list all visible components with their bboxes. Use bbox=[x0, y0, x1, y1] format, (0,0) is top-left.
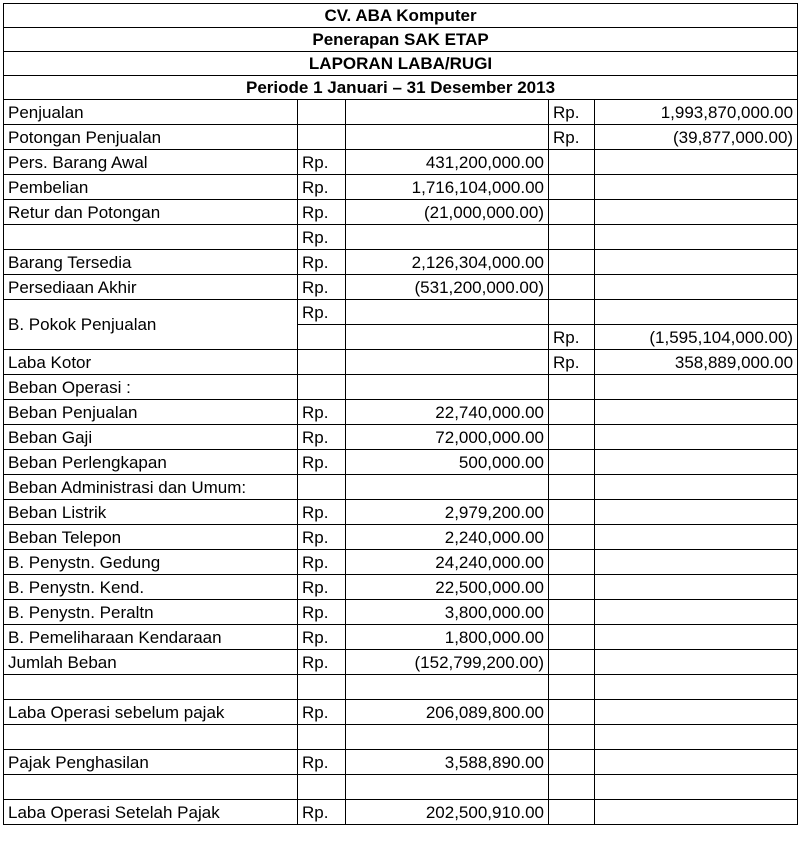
empty-cell bbox=[4, 725, 298, 750]
row-label: Penjualan bbox=[4, 100, 298, 125]
amount-value: (531,200,000.00) bbox=[346, 275, 549, 300]
row-label: Beban Gaji bbox=[4, 425, 298, 450]
table-row bbox=[4, 575, 798, 600]
row-label: Laba Kotor bbox=[4, 350, 298, 375]
empty-cell bbox=[549, 500, 595, 525]
total-value: (1,595,104,000.00) bbox=[595, 325, 798, 350]
row-label: Laba Operasi sebelum pajak bbox=[4, 700, 298, 725]
table-row bbox=[4, 650, 798, 675]
amount-value: 22,740,000.00 bbox=[346, 400, 549, 425]
currency-label: Rp. bbox=[298, 550, 346, 575]
empty-cell bbox=[346, 675, 549, 700]
empty-cell bbox=[549, 425, 595, 450]
row-label: Pembelian bbox=[4, 175, 298, 200]
empty-cell bbox=[595, 675, 798, 700]
currency-label: Rp. bbox=[298, 225, 346, 250]
currency-label: Rp. bbox=[298, 450, 346, 475]
empty-cell bbox=[298, 775, 346, 800]
currency-label bbox=[298, 350, 346, 375]
empty-cell bbox=[595, 625, 798, 650]
empty-cell bbox=[549, 475, 595, 500]
total-value bbox=[595, 150, 798, 175]
empty-cell bbox=[4, 675, 298, 700]
currency-label: Rp. bbox=[549, 125, 595, 150]
currency-label: Rp. bbox=[298, 750, 346, 775]
currency-label: Rp. bbox=[549, 325, 595, 350]
table-row bbox=[4, 100, 798, 125]
total-value: 358,889,000.00 bbox=[595, 350, 798, 375]
amount-value: 206,089,800.00 bbox=[346, 700, 549, 725]
currency-label: Rp. bbox=[549, 350, 595, 375]
currency-label: Rp. bbox=[298, 600, 346, 625]
currency-label: Rp. bbox=[298, 400, 346, 425]
row-label: B. Pemeliharaan Kendaraan bbox=[4, 625, 298, 650]
table-row bbox=[4, 225, 798, 250]
empty-cell bbox=[346, 300, 549, 325]
section-heading: Beban Operasi : bbox=[4, 375, 298, 400]
amount-value bbox=[346, 100, 549, 125]
amount-value: 500,000.00 bbox=[346, 450, 549, 475]
table-row bbox=[4, 275, 798, 300]
amount-value: (152,799,200.00) bbox=[346, 650, 549, 675]
empty-cell bbox=[549, 650, 595, 675]
row-label: B. Pokok Penjualan bbox=[4, 300, 298, 350]
empty-cell bbox=[346, 325, 549, 350]
empty-cell bbox=[549, 450, 595, 475]
table-row bbox=[4, 675, 798, 700]
total-value bbox=[595, 250, 798, 275]
currency-label: Rp. bbox=[298, 425, 346, 450]
amount-value: 24,240,000.00 bbox=[346, 550, 549, 575]
empty-cell bbox=[549, 750, 595, 775]
row-label: B. Penystn. Gedung bbox=[4, 550, 298, 575]
currency-label: Rp. bbox=[298, 650, 346, 675]
empty-cell bbox=[595, 650, 798, 675]
table-row bbox=[4, 300, 798, 325]
empty-cell bbox=[595, 475, 798, 500]
amount-value: 431,200,000.00 bbox=[346, 150, 549, 175]
row-label: Barang Tersedia bbox=[4, 250, 298, 275]
table-row bbox=[4, 700, 798, 725]
empty-cell bbox=[595, 600, 798, 625]
row-label: Laba Operasi Setelah Pajak bbox=[4, 800, 298, 825]
empty-cell bbox=[549, 625, 595, 650]
row-label bbox=[4, 225, 298, 250]
empty-cell bbox=[595, 550, 798, 575]
empty-cell bbox=[549, 300, 595, 325]
income-statement-table bbox=[3, 3, 798, 825]
table-row bbox=[4, 250, 798, 275]
empty-cell bbox=[595, 775, 798, 800]
amount-value: 2,240,000.00 bbox=[346, 525, 549, 550]
currency-label: Rp. bbox=[298, 625, 346, 650]
empty-cell bbox=[346, 375, 549, 400]
empty-cell bbox=[595, 450, 798, 475]
empty-cell bbox=[549, 775, 595, 800]
row-label: Pajak Penghasilan bbox=[4, 750, 298, 775]
empty-cell bbox=[298, 725, 346, 750]
table-row bbox=[4, 400, 798, 425]
empty-cell bbox=[549, 800, 595, 825]
table-row bbox=[4, 475, 798, 500]
currency-label bbox=[549, 275, 595, 300]
table-row bbox=[4, 750, 798, 775]
empty-cell bbox=[595, 375, 798, 400]
empty-cell bbox=[298, 325, 346, 350]
total-value bbox=[595, 275, 798, 300]
amount-value: 2,126,304,000.00 bbox=[346, 250, 549, 275]
empty-cell bbox=[549, 375, 595, 400]
table-row bbox=[4, 725, 798, 750]
empty-cell bbox=[595, 400, 798, 425]
standard-title: Penerapan SAK ETAP bbox=[4, 28, 798, 52]
currency-label bbox=[549, 150, 595, 175]
table-row bbox=[4, 200, 798, 225]
currency-label: Rp. bbox=[298, 200, 346, 225]
table-row bbox=[4, 525, 798, 550]
table-row bbox=[4, 775, 798, 800]
section-heading: Beban Administrasi dan Umum: bbox=[4, 475, 298, 500]
currency-label: Rp. bbox=[298, 700, 346, 725]
currency-label bbox=[549, 200, 595, 225]
amount-value: 2,979,200.00 bbox=[346, 500, 549, 525]
empty-cell bbox=[595, 575, 798, 600]
amount-value: (21,000,000.00) bbox=[346, 200, 549, 225]
currency-label: Rp. bbox=[298, 500, 346, 525]
table-row bbox=[4, 375, 798, 400]
empty-cell bbox=[346, 775, 549, 800]
currency-label: Rp. bbox=[298, 175, 346, 200]
empty-cell bbox=[595, 700, 798, 725]
currency-label bbox=[549, 175, 595, 200]
table-row bbox=[4, 350, 798, 375]
empty-cell bbox=[595, 425, 798, 450]
empty-cell bbox=[549, 550, 595, 575]
table-row bbox=[4, 125, 798, 150]
table-row bbox=[4, 450, 798, 475]
amount-value bbox=[346, 225, 549, 250]
table-row bbox=[4, 175, 798, 200]
amount-value: 3,800,000.00 bbox=[346, 600, 549, 625]
company-name: CV. ABA Komputer bbox=[4, 4, 798, 28]
empty-cell bbox=[595, 300, 798, 325]
currency-label: Rp. bbox=[298, 575, 346, 600]
currency-label: Rp. bbox=[298, 250, 346, 275]
empty-cell bbox=[595, 725, 798, 750]
currency-label: Rp. bbox=[298, 275, 346, 300]
empty-cell bbox=[595, 500, 798, 525]
row-label: Persediaan Akhir bbox=[4, 275, 298, 300]
empty-cell bbox=[549, 575, 595, 600]
currency-label bbox=[298, 125, 346, 150]
total-value bbox=[595, 225, 798, 250]
table-row bbox=[4, 500, 798, 525]
row-label: Beban Penjualan bbox=[4, 400, 298, 425]
report-title: LAPORAN LABA/RUGI bbox=[4, 52, 798, 76]
empty-cell bbox=[298, 375, 346, 400]
currency-label: Rp. bbox=[298, 800, 346, 825]
empty-cell bbox=[549, 600, 595, 625]
table-row bbox=[4, 800, 798, 825]
empty-cell bbox=[549, 725, 595, 750]
currency-label bbox=[549, 225, 595, 250]
row-label: Retur dan Potongan bbox=[4, 200, 298, 225]
empty-cell bbox=[595, 800, 798, 825]
amount-value: 1,716,104,000.00 bbox=[346, 175, 549, 200]
total-value: (39,877,000.00) bbox=[595, 125, 798, 150]
currency-label: Rp. bbox=[549, 100, 595, 125]
currency-label: Rp. bbox=[298, 525, 346, 550]
empty-cell bbox=[595, 525, 798, 550]
table-row bbox=[4, 425, 798, 450]
empty-cell bbox=[346, 725, 549, 750]
empty-cell bbox=[298, 475, 346, 500]
table-row bbox=[4, 550, 798, 575]
row-label: Jumlah Beban bbox=[4, 650, 298, 675]
amount-value: 1,800,000.00 bbox=[346, 625, 549, 650]
empty-cell bbox=[549, 675, 595, 700]
total-value: 1,993,870,000.00 bbox=[595, 100, 798, 125]
report-period: Periode 1 Januari – 31 Desember 2013 bbox=[4, 76, 798, 100]
table-row bbox=[4, 600, 798, 625]
currency-label bbox=[549, 250, 595, 275]
row-label: Beban Perlengkapan bbox=[4, 450, 298, 475]
empty-cell bbox=[549, 525, 595, 550]
empty-cell bbox=[4, 775, 298, 800]
amount-value bbox=[346, 125, 549, 150]
empty-cell bbox=[595, 750, 798, 775]
amount-value bbox=[346, 350, 549, 375]
currency-label: Rp. bbox=[298, 150, 346, 175]
table-row bbox=[4, 625, 798, 650]
amount-value: 72,000,000.00 bbox=[346, 425, 549, 450]
amount-value: 22,500,000.00 bbox=[346, 575, 549, 600]
total-value bbox=[595, 200, 798, 225]
row-label: Beban Telepon bbox=[4, 525, 298, 550]
row-label: Potongan Penjualan bbox=[4, 125, 298, 150]
empty-cell bbox=[549, 400, 595, 425]
total-value bbox=[595, 175, 798, 200]
empty-cell bbox=[346, 475, 549, 500]
empty-cell bbox=[298, 675, 346, 700]
empty-cell bbox=[549, 700, 595, 725]
table-row bbox=[4, 150, 798, 175]
row-label: B. Penystn. Kend. bbox=[4, 575, 298, 600]
currency-label: Rp. bbox=[298, 300, 346, 325]
currency-label bbox=[298, 100, 346, 125]
amount-value: 3,588,890.00 bbox=[346, 750, 549, 775]
row-label: Beban Listrik bbox=[4, 500, 298, 525]
row-label: Pers. Barang Awal bbox=[4, 150, 298, 175]
amount-value: 202,500,910.00 bbox=[346, 800, 549, 825]
row-label: B. Penystn. Peraltn bbox=[4, 600, 298, 625]
